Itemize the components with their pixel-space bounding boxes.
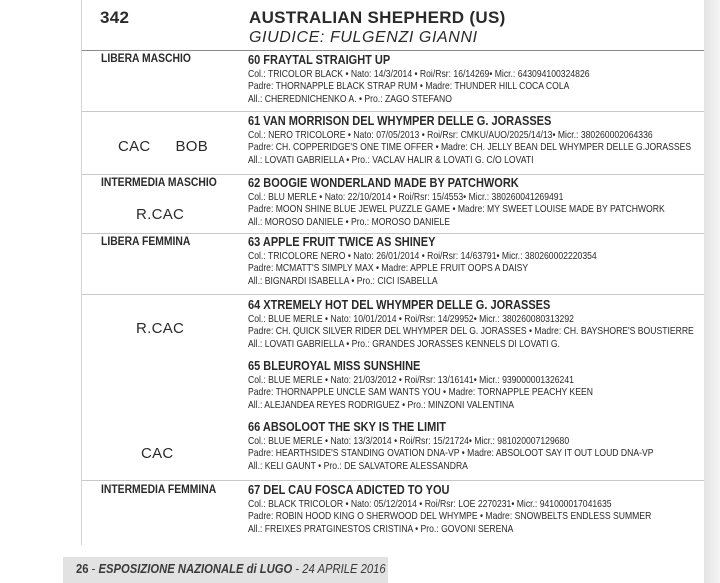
page-number: 26 (76, 562, 89, 576)
entry-details: Col.: BLUE MERLE • Nato: 13/3/2014 • Roi/Rsr: 15/21724• Micr.: 981020007129680 (248, 435, 570, 447)
entry-title: 65 BLEUROYAL MISS SUNSHINE (248, 359, 421, 373)
class-label-intermedia-maschio: INTERMEDIA MASCHIO (101, 177, 217, 189)
entry-divider (82, 480, 704, 481)
entry-parents: Padre: MCMATT'S SIMPLY MAX • Madre: APPLE FRUIT OOPS A DAISY (248, 262, 529, 275)
entry-breeder-owner: All.: LOVATI GABRIELLA • Pro.: GRANDES JORASSES KENNELS DI LOVATI G. (248, 337, 560, 350)
entry-divider (82, 294, 704, 295)
entry-details: Col.: NERO TRICOLORE • Nato: 07/05/2013 • Roi/Rsr: CMKU/AUO/2025/14/13• Micr.: 380260002064336 (248, 129, 653, 141)
entry-title: 63 APPLE FRUIT TWICE AS SHINEY (248, 235, 436, 249)
breed-title: AUSTRALIAN SHEPHERD (US) (249, 8, 506, 27)
footer-separator: - (88, 562, 99, 576)
dog-entry-63 (248, 234, 708, 287)
entry-breeder-owner: All.: MOROSO DANIELE • Pro.: MOROSO DANIELE (248, 215, 451, 228)
dog-entry-60 (248, 52, 708, 105)
entry-parents: Padre: CH. COPPERIDGE'S ONE TIME OFFER • Madre: CH. JELLY BEAN DEL WHYMPER DELLE G.JORASSES (248, 141, 692, 154)
entry-breeder-owner: All.: ALEJANDEA REYES RODRIGUEZ • Pro.: MINZONI VALENTINA (248, 398, 515, 411)
entry-divider (82, 111, 704, 112)
page-footer (76, 562, 386, 576)
dog-entry-66 (248, 419, 708, 472)
entry-title: 60 FRAYTAL STRAIGHT UP (248, 53, 391, 67)
breed-number: 342 (100, 8, 130, 27)
award-rcac-male: R.CAC (136, 206, 185, 223)
entry-title: 67 DEL CAU FOSCA ADICTED TO YOU (248, 483, 450, 497)
class-label-libera-femmina: LIBERA FEMMINA (101, 236, 191, 248)
award-cac-female: CAC (141, 445, 174, 462)
entry-parents: Padre: HEARTHSIDE'S STANDING OVATION DNA-VP • Madre: ABSOLOOT SAY IT OUT LOUD DNA-VP (248, 447, 654, 460)
entry-title: 61 VAN MORRISON DEL WHYMPER DELLE G. JORASSES (248, 114, 552, 128)
footer-separator: - (292, 562, 303, 576)
entry-breeder-owner: All.: BIGNARDI ISABELLA • Pro.: CICI ISABELLA (248, 274, 438, 287)
entry-details: Col.: BLACK TRICOLOR • Nato: 05/12/2014 • Roi/Rsr: LOE 2270231• Micr.: 941000017041635 (248, 498, 612, 510)
judge-name: GIUDICE: FULGENZI GIANNI (249, 29, 478, 46)
class-label-libera-maschio: LIBERA MASCHIO (101, 53, 191, 65)
entry-details: Col.: BLUE MERLE • Nato: 21/03/2012 • Roi/Rsr: 13/16141• Micr.: 939000001326241 (248, 374, 574, 386)
entry-parents: Padre: CH. QUICK SILVER RIDER DEL WHYMPER DEL G. JORASSES • Madre: CH. BAYSHORE'S BOUSTIERRE (248, 325, 694, 338)
award-rcac-female: R.CAC (136, 320, 185, 337)
event-date: 24 APRILE 2016 (302, 562, 386, 576)
entry-title: 66 ABSOLOOT THE SKY IS THE LIMIT (248, 420, 447, 434)
entry-parents: Padre: ROBIN HOOD KING O SHERWOOD DEL WHYMPE • Madre: SNOWBELTS ENDLESS SUMMER (248, 510, 652, 523)
dog-entry-67 (248, 482, 708, 535)
entry-details: Col.: TRICOLORE NERO • Nato: 26/01/2014 • Roi/Rsr: 14/63791• Micr.: 380260002220354 (248, 250, 597, 262)
dog-entry-62 (248, 175, 708, 228)
entry-details: Col.: BLUE MERLE • Nato: 10/01/2014 • Roi/Rsr: 14/29952• Micr.: 380260080313292 (248, 313, 574, 325)
award-cac-bob: CAC BOB (118, 138, 209, 155)
dog-entry-61 (248, 113, 708, 166)
entry-breeder-owner: All.: FREIXES PRATGINESTOS CRISTINA • Pro.: GOVONI SERENA (248, 522, 514, 535)
entry-parents: Padre: MOON SHINE BLUE JEWEL PUZZLE GAME • Madre: MY SWEET LOUISE MADE BY PATCHWORK (248, 203, 665, 216)
class-label-intermedia-femmina: INTERMEDIA FEMMINA (101, 484, 217, 496)
entry-breeder-owner: All.: KELI GAUNT • Pro.: DE SALVATORE ALESSANDRA (248, 459, 468, 472)
entry-details: Col.: BLU MERLE • Nato: 22/10/2014 • Roi/Rsr: 15/4553• Micr.: 380260041269491 (248, 191, 564, 203)
dog-entry-65 (248, 358, 708, 411)
header-divider (82, 50, 704, 51)
entry-parents: Padre: THORNAPPLE UNCLE SAM WANTS YOU • Madre: TORNAPPLE PEACHY KEEN (248, 386, 593, 399)
entry-parents: Padre: THORNAPPLE BLACK STRAP RUM • Madre: THUNDER HILL COCA COLA (248, 80, 570, 93)
dog-entry-64 (248, 297, 708, 350)
entry-title: 62 BOOGIE WONDERLAND MADE BY PATCHWORK (248, 176, 519, 190)
entry-breeder-owner: All.: LOVATI GABRIELLA • Pro.: VACLAV HALIR & LOVATI G. C/O LOVATI (248, 153, 534, 166)
event-name: ESPOSIZIONE NAZIONALE di LUGO (98, 562, 293, 576)
entry-details: Col.: TRICOLOR BLACK • Nato: 14/3/2014 • Roi/Rsr: 16/14269• Micr.: 643094100324826 (248, 68, 590, 80)
entry-title: 64 XTREMELY HOT DEL WHYMPER DELLE G. JORASSES (248, 298, 551, 312)
entry-breeder-owner: All.: CHEREDNICHENKO A. • Pro.: ZAGO STEFANO (248, 92, 452, 105)
